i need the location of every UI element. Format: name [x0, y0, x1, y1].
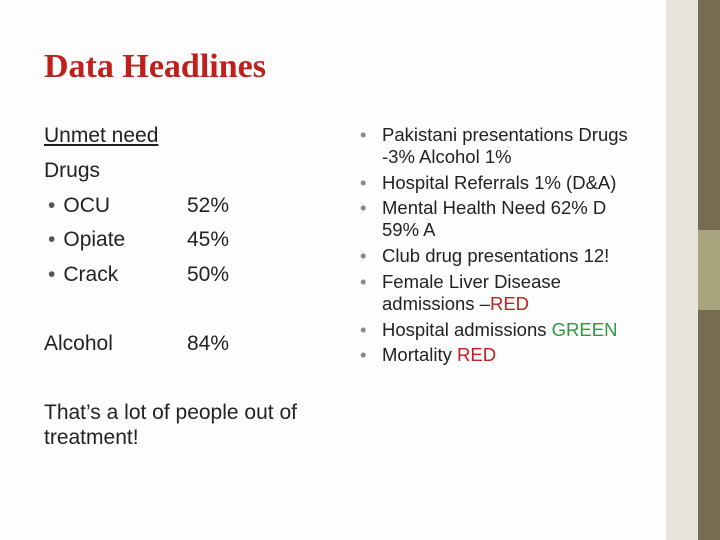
bullet-icon: •	[360, 270, 367, 292]
unmet-need-heading: Unmet need	[44, 124, 159, 147]
list-item	[360, 197, 645, 241]
list-item	[360, 124, 645, 168]
treatment-note: That’s a lot of people out of treatment!	[44, 401, 297, 450]
bullet-icon: •	[360, 245, 367, 267]
drugs-label: Drugs	[44, 159, 101, 182]
bullet-icon: •	[360, 124, 367, 145]
status-green: GREEN	[551, 318, 618, 340]
sidebar-accent-block	[698, 230, 720, 310]
list-item	[360, 172, 645, 194]
alcohol-label: Alcohol	[44, 332, 113, 355]
alcohol-value: 84%	[187, 332, 230, 355]
drug-value: 52%	[187, 194, 230, 217]
drug-row	[44, 263, 118, 287]
bullet-icon: •	[360, 318, 367, 340]
drug-label: Opiate	[63, 228, 126, 251]
bullet-text: Female Liver Disease admissions –	[382, 270, 561, 314]
bullet-text: Hospital Referrals 1% (D&A)	[382, 171, 617, 193]
bullet-text: Pakistani presentations Drugs -3% Alcohol 1%	[382, 124, 628, 167]
bullet-icon: •	[360, 344, 367, 366]
drug-value: 50%	[187, 263, 230, 286]
bullet-icon: •	[48, 263, 56, 286]
bullet-icon: •	[48, 228, 56, 251]
bullet-text: Mortality	[382, 344, 458, 366]
list-item	[360, 271, 645, 315]
list-item	[360, 319, 645, 341]
list-item	[360, 344, 645, 366]
status-red: RED	[457, 344, 497, 366]
bullet-text: Club drug presentations 12!	[382, 245, 610, 267]
drug-label: OCU	[63, 194, 111, 217]
bullet-text: Hospital admissions	[382, 318, 552, 340]
drug-label: Crack	[63, 263, 119, 286]
drug-row	[44, 228, 125, 252]
slide-title: Data Headlines	[44, 48, 266, 85]
right-column	[360, 124, 645, 370]
drug-value: 45%	[187, 228, 230, 251]
bullet-icon: •	[360, 197, 367, 219]
bullet-text: Mental Health Need 62% D 59% A	[382, 197, 607, 241]
status-red: RED	[489, 292, 530, 314]
list-item	[360, 245, 645, 267]
headline-list	[360, 124, 645, 366]
drug-row	[44, 194, 110, 218]
sidebar-light-stripe	[666, 0, 698, 540]
bullet-icon: •	[360, 171, 367, 193]
bullet-icon: •	[48, 194, 56, 217]
